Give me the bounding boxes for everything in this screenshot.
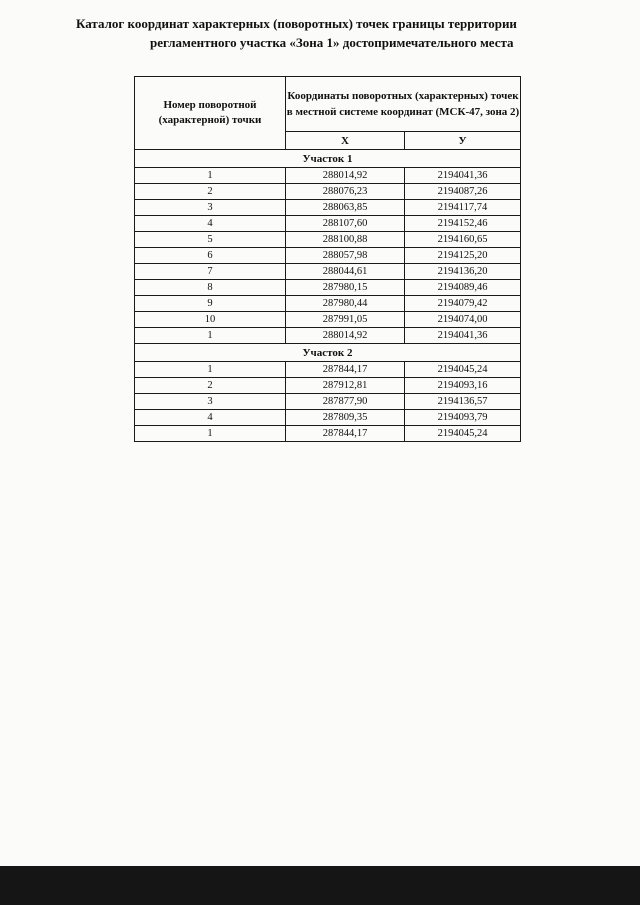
- title-line-2: регламентного участка «Зона 1» достопримечательного места: [150, 35, 514, 50]
- header-x: Х: [286, 132, 405, 150]
- header-coordinates: Координаты поворотных (характерных) точек в местной системе координат (МСК-47, зона 2): [286, 77, 521, 132]
- table-row: [135, 410, 521, 426]
- section-title: Участок 2: [135, 344, 521, 362]
- document-title: [70, 14, 600, 52]
- y-coordinate-cell: 2194136,57: [405, 394, 521, 410]
- table-row: [135, 378, 521, 394]
- y-coordinate-cell: 2194125,20: [405, 248, 521, 264]
- point-number-cell: 5: [135, 232, 286, 248]
- y-coordinate-cell: 2194117,74: [405, 200, 521, 216]
- x-coordinate-cell: 288100,88: [286, 232, 405, 248]
- y-coordinate-cell: 2194152,46: [405, 216, 521, 232]
- section-row: [135, 150, 521, 168]
- point-number-cell: 1: [135, 362, 286, 378]
- y-coordinate-cell: 2194087,26: [405, 184, 521, 200]
- table-body: [135, 150, 521, 442]
- table-row: [135, 312, 521, 328]
- x-coordinate-cell: 287980,15: [286, 280, 405, 296]
- point-number-cell: 6: [135, 248, 286, 264]
- y-coordinate-cell: 2194089,46: [405, 280, 521, 296]
- table-row: [135, 232, 521, 248]
- x-coordinate-cell: 287844,17: [286, 426, 405, 442]
- x-coordinate-cell: 287844,17: [286, 362, 405, 378]
- table-row: [135, 216, 521, 232]
- point-number-cell: 4: [135, 216, 286, 232]
- y-coordinate-cell: 2194045,24: [405, 362, 521, 378]
- y-coordinate-cell: 2194074,00: [405, 312, 521, 328]
- header-point-number: Номер поворотной (характерной) точки: [135, 77, 286, 150]
- y-coordinate-cell: 2194136,20: [405, 264, 521, 280]
- point-number-cell: 3: [135, 200, 286, 216]
- x-coordinate-cell: 287912,81: [286, 378, 405, 394]
- x-coordinate-cell: 288044,61: [286, 264, 405, 280]
- point-number-cell: 7: [135, 264, 286, 280]
- x-coordinate-cell: 288014,92: [286, 328, 405, 344]
- point-number-cell: 10: [135, 312, 286, 328]
- table-row: [135, 200, 521, 216]
- y-coordinate-cell: 2194160,65: [405, 232, 521, 248]
- x-coordinate-cell: 288063,85: [286, 200, 405, 216]
- table-row: [135, 248, 521, 264]
- table-row: [135, 296, 521, 312]
- y-coordinate-cell: 2194079,42: [405, 296, 521, 312]
- x-coordinate-cell: 288057,98: [286, 248, 405, 264]
- point-number-cell: 8: [135, 280, 286, 296]
- title-line-1: Каталог координат характерных (поворотных) точек границы территории: [76, 16, 517, 31]
- coordinates-table: [134, 76, 521, 442]
- x-coordinate-cell: 287809,35: [286, 410, 405, 426]
- header-y: У: [405, 132, 521, 150]
- point-number-cell: 1: [135, 426, 286, 442]
- table-row: [135, 394, 521, 410]
- section-title: Участок 1: [135, 150, 521, 168]
- x-coordinate-cell: 288076,23: [286, 184, 405, 200]
- table-row: [135, 362, 521, 378]
- point-number-cell: 1: [135, 328, 286, 344]
- x-coordinate-cell: 288107,60: [286, 216, 405, 232]
- point-number-cell: 1: [135, 168, 286, 184]
- scan-edge-bar: [0, 866, 640, 905]
- table-row: [135, 168, 521, 184]
- y-coordinate-cell: 2194093,79: [405, 410, 521, 426]
- point-number-cell: 4: [135, 410, 286, 426]
- point-number-cell: 3: [135, 394, 286, 410]
- y-coordinate-cell: 2194041,36: [405, 168, 521, 184]
- y-coordinate-cell: 2194093,16: [405, 378, 521, 394]
- table-row: [135, 184, 521, 200]
- table-row: [135, 328, 521, 344]
- y-coordinate-cell: 2194041,36: [405, 328, 521, 344]
- x-coordinate-cell: 287980,44: [286, 296, 405, 312]
- x-coordinate-cell: 287877,90: [286, 394, 405, 410]
- point-number-cell: 9: [135, 296, 286, 312]
- x-coordinate-cell: 287991,05: [286, 312, 405, 328]
- point-number-cell: 2: [135, 184, 286, 200]
- x-coordinate-cell: 288014,92: [286, 168, 405, 184]
- table-row: [135, 264, 521, 280]
- table-row: [135, 280, 521, 296]
- point-number-cell: 2: [135, 378, 286, 394]
- y-coordinate-cell: 2194045,24: [405, 426, 521, 442]
- section-row: [135, 344, 521, 362]
- table-row: [135, 426, 521, 442]
